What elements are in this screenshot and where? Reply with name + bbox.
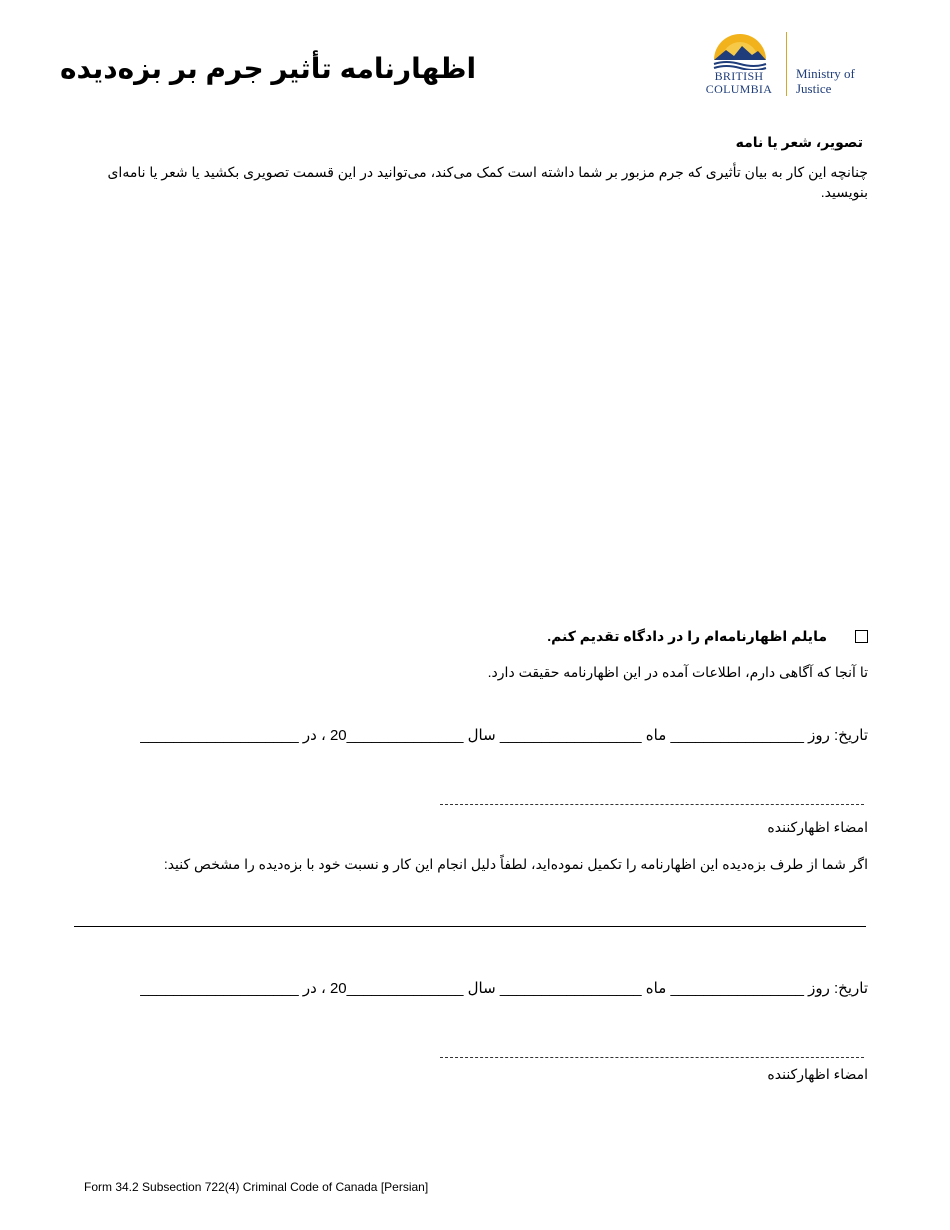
submit-to-court-checkbox[interactable]: [855, 630, 868, 643]
date-place-line[interactable]: تاریخ: روز ________________ ماه _________________ سال ______________20 ، در ___________________: [140, 727, 868, 744]
submit-to-court-option[interactable]: [547, 628, 868, 645]
logo-ministry-line1: Ministry of: [796, 66, 855, 81]
behalf-signature-line[interactable]: [440, 1057, 864, 1058]
logo-ministry-line2: Justice: [796, 81, 832, 96]
logo-ministry-name: [796, 66, 855, 96]
truth-statement: تا آنجا که آگاهی دارم، اطلاعات آمده در این اظهارنامه حقیقت دارد.: [487, 664, 868, 680]
logo-org-name: [700, 70, 778, 96]
logo-divider: [786, 32, 787, 96]
drawing-area[interactable]: [90, 215, 868, 610]
behalf-date-place-line[interactable]: تاریخ: روز ________________ ماه _________________ سال ______________20 ، در ___________________: [140, 980, 868, 997]
behalf-instruction: اگر شما از طرف بزه‌دیده این اظهارنامه را تکمیل نموده‌اید، لطفاً دلیل انجام این کار و نسبت خود با بزه‌دیده را مشخص کنید:: [163, 856, 868, 872]
section-intro: چنانچه این کار به بیان تأثیری که جرم مزبور بر شما داشته است کمک می‌کند، می‌توانید در این قسمت تصویری بکشید یا شعر یا نامه‌ای بنویسید.: [107, 164, 868, 200]
signature-label: امضاء اظهارکننده: [767, 819, 868, 835]
behalf-signature-label: امضاء اظهارکننده: [767, 1066, 868, 1082]
logo-org-line1: BRITISH: [714, 69, 764, 83]
submit-to-court-label: مایلم اظهارنامه‌ام را در دادگاه تقدیم کنم.: [547, 628, 827, 644]
bc-justice-logo: [700, 30, 880, 100]
form-reference: Form 34.2 Subsection 722(4) Criminal Code of Canada [Persian]: [84, 1180, 429, 1194]
signature-line[interactable]: [440, 804, 864, 805]
sun-mountains-icon: [712, 30, 768, 70]
logo-org-line2: COLUMBIA: [705, 82, 773, 96]
page-title: اظهارنامه تأثیر جرم بر بزه‌دیده: [60, 53, 477, 84]
behalf-reason-line[interactable]: [74, 926, 866, 927]
section-heading: تصویر، شعر یا نامه: [735, 134, 863, 150]
